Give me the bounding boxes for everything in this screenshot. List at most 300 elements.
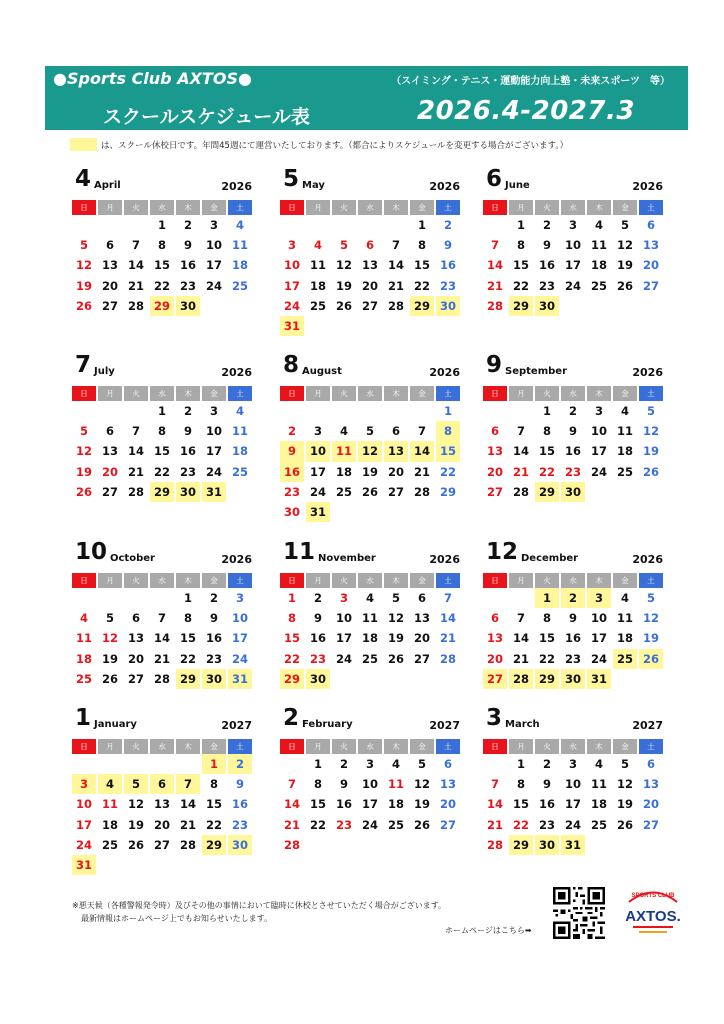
day-cell: 19 (642, 631, 659, 646)
day-cell: 3 (365, 757, 374, 772)
day-cell: 2 (183, 404, 192, 419)
day-cell: 6 (417, 591, 426, 606)
weekday-header: 金 (410, 739, 434, 754)
weekday-header: 木 (587, 386, 611, 401)
empty-cell (332, 215, 356, 235)
day-cell: 24 (590, 464, 607, 479)
weekday-header: 木 (384, 200, 408, 215)
empty-cell (483, 215, 507, 235)
day-cell: 4 (313, 238, 322, 253)
day-cell: 10 (283, 258, 300, 273)
day-grid (280, 401, 462, 522)
day-cell: 2 (542, 757, 551, 772)
month-number: 1 (75, 705, 92, 731)
day-cell: 27 (153, 837, 170, 852)
weekday-header: 月 (306, 200, 330, 215)
weekday-header: 水 (150, 200, 174, 215)
empty-cell (509, 401, 533, 421)
day-cell: 25 (613, 649, 637, 669)
logo-top-text: SPORTS CLUB (631, 893, 675, 899)
day-grid (483, 588, 665, 689)
day-cell: 13 (413, 611, 430, 626)
day-cell: 22 (283, 651, 300, 666)
day-cell: 14 (283, 797, 300, 812)
day-cell: 8 (183, 611, 192, 626)
day-cell: 19 (127, 817, 144, 832)
weekday-header: 日 (72, 739, 96, 754)
day-cell: 3 (587, 588, 611, 608)
day-cell: 2 (287, 424, 296, 439)
weekday-header: 水 (358, 386, 382, 401)
day-cell: 19 (413, 797, 430, 812)
day-cell: 3 (235, 591, 244, 606)
day-cell: 7 (391, 238, 400, 253)
day-cell: 18 (616, 631, 633, 646)
day-cell: 24 (205, 464, 222, 479)
weekday-header: 金 (613, 200, 637, 215)
day-cell: 14 (127, 258, 144, 273)
month-year: 2026 (429, 366, 460, 379)
day-cell: 3 (72, 774, 96, 794)
day-cell: 9 (542, 777, 551, 792)
weekday-header: 日 (280, 200, 304, 215)
legend-text: は、スクール休校日です。年間45週にて運営いたしております。（都合によりスケジュールを変更する場合がございます。） (101, 140, 569, 151)
day-grid (72, 215, 254, 316)
month-year: 2027 (632, 719, 663, 732)
weekday-header: 月 (509, 573, 533, 588)
day-cell: 17 (590, 444, 607, 459)
day-cell: 17 (231, 631, 248, 646)
day-cell: 19 (361, 464, 378, 479)
day-cell: 14 (153, 631, 170, 646)
day-cell: 15 (512, 258, 529, 273)
weekday-header: 火 (332, 386, 356, 401)
month-number: 7 (75, 352, 92, 378)
weekday-row (483, 573, 665, 588)
day-cell: 14 (410, 441, 434, 461)
day-cell: 3 (209, 218, 218, 233)
day-cell: 9 (280, 441, 304, 461)
month-name: March (505, 719, 540, 730)
month-calendar (280, 166, 462, 336)
day-cell: 28 (153, 671, 170, 686)
day-cell: 23 (564, 651, 581, 666)
day-cell: 18 (335, 464, 352, 479)
weekday-header: 金 (410, 200, 434, 215)
day-cell: 31 (72, 855, 96, 875)
month-number: 3 (486, 705, 503, 731)
day-cell: 24 (205, 278, 222, 293)
day-cell: 20 (642, 258, 659, 273)
day-cell: 16 (335, 797, 352, 812)
day-cell: 15 (538, 444, 555, 459)
weekday-header: 水 (561, 739, 585, 754)
month-number: 4 (75, 166, 92, 192)
day-cell: 8 (436, 421, 460, 441)
day-cell: 5 (417, 757, 426, 772)
empty-cell (483, 588, 507, 608)
day-cell: 2 (568, 404, 577, 419)
day-cell: 6 (646, 218, 655, 233)
day-cell: 16 (280, 462, 304, 482)
day-cell: 23 (335, 817, 352, 832)
day-cell: 31 (228, 669, 252, 689)
day-cell: 23 (283, 484, 300, 499)
day-cell: 19 (75, 278, 92, 293)
day-cell: 13 (101, 444, 118, 459)
weekday-header: 火 (535, 386, 559, 401)
weekday-header: 木 (384, 573, 408, 588)
day-cell: 12 (75, 258, 92, 273)
weekday-header: 木 (587, 739, 611, 754)
day-cell: 28 (127, 298, 144, 313)
weekday-header: 木 (587, 573, 611, 588)
month-calendar (280, 352, 462, 522)
month-number: 5 (283, 166, 300, 192)
month-year: 2026 (221, 366, 252, 379)
day-cell: 14 (127, 444, 144, 459)
day-cell: 17 (205, 258, 222, 273)
day-cell: 2 (183, 218, 192, 233)
empty-cell (72, 588, 96, 608)
day-cell: 15 (512, 797, 529, 812)
day-cell: 21 (439, 631, 456, 646)
day-cell: 27 (361, 298, 378, 313)
day-cell: 23 (439, 278, 456, 293)
day-cell: 5 (620, 757, 629, 772)
weekday-header: 金 (410, 573, 434, 588)
month-calendar (483, 352, 665, 502)
day-cell: 23 (205, 651, 222, 666)
empty-cell (72, 401, 96, 421)
day-cell: 20 (101, 278, 118, 293)
day-cell: 30 (561, 482, 585, 502)
weekday-header: 日 (72, 573, 96, 588)
weekday-row (280, 739, 462, 754)
weekday-header: 水 (358, 573, 382, 588)
day-grid (280, 754, 462, 855)
day-cell: 30 (176, 296, 200, 316)
day-cell: 28 (486, 837, 503, 852)
day-cell: 29 (150, 482, 174, 502)
day-cell: 8 (516, 777, 525, 792)
day-cell: 14 (179, 797, 196, 812)
weekday-header: 日 (483, 573, 507, 588)
day-cell: 27 (101, 298, 118, 313)
weekday-header: 火 (124, 200, 148, 215)
weekday-header: 金 (202, 573, 226, 588)
day-cell: 22 (205, 817, 222, 832)
legend (70, 137, 568, 152)
day-cell: 16 (564, 631, 581, 646)
day-cell: 13 (439, 777, 456, 792)
day-cell: 5 (620, 218, 629, 233)
month-year: 2027 (221, 719, 252, 732)
weekday-header: 月 (509, 200, 533, 215)
day-cell: 20 (101, 464, 118, 479)
day-cell: 12 (616, 238, 633, 253)
day-cell: 24 (564, 278, 581, 293)
day-cell: 19 (335, 278, 352, 293)
day-cell: 12 (101, 631, 118, 646)
day-cell: 8 (157, 424, 166, 439)
weekday-row (280, 200, 462, 215)
day-cell: 4 (365, 591, 374, 606)
day-cell: 25 (231, 278, 248, 293)
day-cell: 22 (153, 278, 170, 293)
day-cell: 11 (231, 424, 248, 439)
homepage-link[interactable]: ホームページはこちら➡ (445, 926, 532, 935)
weekday-header: 木 (384, 386, 408, 401)
month-number: 12 (486, 539, 519, 565)
day-cell: 31 (202, 482, 226, 502)
day-cell: 16 (179, 444, 196, 459)
month-number: 6 (486, 166, 503, 192)
day-cell: 27 (127, 671, 144, 686)
day-cell: 25 (101, 837, 118, 852)
month-name: January (94, 719, 137, 730)
day-cell: 14 (439, 611, 456, 626)
day-cell: 15 (153, 444, 170, 459)
day-cell: 26 (616, 817, 633, 832)
day-cell: 1 (183, 591, 192, 606)
empty-cell (176, 754, 200, 774)
day-cell: 14 (512, 444, 529, 459)
day-cell: 15 (436, 441, 460, 461)
day-cell: 26 (335, 298, 352, 313)
day-cell: 4 (620, 404, 629, 419)
day-cell: 20 (153, 817, 170, 832)
day-cell: 1 (443, 404, 452, 419)
day-cell: 6 (646, 757, 655, 772)
month-year: 2026 (632, 553, 663, 566)
month-header (280, 539, 462, 573)
day-cell: 12 (358, 441, 382, 461)
day-grid (72, 588, 254, 689)
day-cell: 8 (516, 238, 525, 253)
day-cell: 3 (287, 238, 296, 253)
day-cell: 1 (202, 754, 226, 774)
day-cell: 3 (568, 218, 577, 233)
day-cell: 10 (306, 441, 330, 461)
weekday-header: 木 (176, 386, 200, 401)
day-cell: 30 (228, 835, 252, 855)
weekday-header: 日 (280, 739, 304, 754)
month-name: April (94, 180, 121, 191)
day-cell: 9 (235, 777, 244, 792)
day-cell: 17 (335, 631, 352, 646)
day-cell: 22 (179, 651, 196, 666)
day-cell: 26 (101, 671, 118, 686)
day-cell: 4 (339, 424, 348, 439)
weekday-header: 火 (332, 200, 356, 215)
logo-main-text: AXTOS. (625, 908, 681, 925)
weekday-header: 日 (483, 200, 507, 215)
weekday-row (72, 386, 254, 401)
day-cell: 8 (209, 777, 218, 792)
day-cell: 31 (587, 669, 611, 689)
empty-cell (72, 754, 96, 774)
day-cell: 18 (101, 817, 118, 832)
day-cell: 13 (642, 777, 659, 792)
empty-cell (98, 401, 122, 421)
empty-cell (358, 401, 382, 421)
empty-cell (483, 754, 507, 774)
day-cell: 21 (127, 278, 144, 293)
day-cell: 27 (642, 278, 659, 293)
empty-cell (306, 215, 330, 235)
day-cell: 20 (642, 797, 659, 812)
day-cell: 8 (157, 238, 166, 253)
day-cell: 27 (483, 669, 507, 689)
day-cell: 26 (413, 817, 430, 832)
weekday-header: 土 (436, 200, 460, 215)
empty-cell (72, 215, 96, 235)
day-cell: 7 (417, 424, 426, 439)
month-number: 11 (283, 539, 316, 565)
weekday-row (483, 200, 665, 215)
day-cell: 2 (313, 591, 322, 606)
day-cell: 3 (209, 404, 218, 419)
weekday-header: 火 (124, 739, 148, 754)
day-cell: 28 (413, 484, 430, 499)
month-name: November (318, 553, 376, 564)
day-cell: 26 (75, 484, 92, 499)
day-cell: 10 (564, 777, 581, 792)
day-cell: 11 (616, 424, 633, 439)
day-cell: 21 (387, 278, 404, 293)
day-cell: 11 (590, 777, 607, 792)
day-cell: 17 (564, 797, 581, 812)
day-cell: 6 (365, 238, 374, 253)
month-year: 2027 (429, 719, 460, 732)
empty-cell (150, 754, 174, 774)
day-cell: 19 (616, 797, 633, 812)
day-cell: 30 (436, 296, 460, 316)
day-cell: 4 (391, 757, 400, 772)
weekday-header: 金 (202, 386, 226, 401)
day-cell: 14 (387, 258, 404, 273)
day-cell: 2 (443, 218, 452, 233)
day-cell: 7 (490, 777, 499, 792)
day-cell: 8 (542, 611, 551, 626)
day-cell: 20 (486, 464, 503, 479)
day-cell: 24 (564, 817, 581, 832)
day-cell: 19 (75, 464, 92, 479)
qr-code-icon[interactable] (553, 887, 605, 939)
day-cell: 4 (594, 757, 603, 772)
day-cell: 30 (306, 669, 330, 689)
day-cell: 21 (512, 651, 529, 666)
empty-cell (280, 215, 304, 235)
day-cell: 18 (75, 651, 92, 666)
day-cell: 15 (283, 631, 300, 646)
day-cell: 22 (512, 278, 529, 293)
weekday-header: 水 (150, 386, 174, 401)
day-cell: 9 (568, 424, 577, 439)
day-cell: 11 (590, 238, 607, 253)
day-cell: 26 (616, 278, 633, 293)
day-cell: 12 (75, 444, 92, 459)
month-year: 2026 (221, 180, 252, 193)
day-cell: 18 (616, 444, 633, 459)
day-cell: 26 (75, 298, 92, 313)
day-cell: 4 (235, 218, 244, 233)
club-name: ●Sports Club AXTOS● (53, 69, 252, 88)
weekday-header: 水 (561, 386, 585, 401)
day-cell: 28 (283, 837, 300, 852)
weekday-header: 土 (228, 386, 252, 401)
day-cell: 22 (512, 817, 529, 832)
month-name: August (302, 366, 342, 377)
empty-cell (384, 215, 408, 235)
day-cell: 27 (101, 484, 118, 499)
month-year: 2026 (221, 553, 252, 566)
day-cell: 9 (339, 777, 348, 792)
day-cell: 9 (183, 424, 192, 439)
weekday-header: 金 (613, 573, 637, 588)
month-year: 2026 (429, 180, 460, 193)
day-cell: 25 (335, 484, 352, 499)
day-grid (483, 215, 665, 316)
empty-cell (280, 401, 304, 421)
day-cell: 28 (179, 837, 196, 852)
day-cell: 23 (179, 278, 196, 293)
weekday-header: 木 (176, 200, 200, 215)
day-cell: 18 (231, 258, 248, 273)
weekday-header: 月 (98, 739, 122, 754)
month-header (483, 166, 665, 200)
month-calendar (280, 705, 462, 855)
day-cell: 1 (542, 404, 551, 419)
day-cell: 25 (590, 817, 607, 832)
weekday-row (483, 386, 665, 401)
weekday-header: 水 (150, 739, 174, 754)
day-cell: 5 (365, 424, 374, 439)
weekday-header: 日 (72, 386, 96, 401)
day-cell: 23 (538, 817, 555, 832)
day-cell: 4 (79, 611, 88, 626)
day-cell: 9 (183, 238, 192, 253)
day-cell: 3 (568, 757, 577, 772)
weekday-header: 火 (124, 573, 148, 588)
day-cell: 28 (509, 669, 533, 689)
day-cell: 8 (542, 424, 551, 439)
day-cell: 11 (101, 797, 118, 812)
day-cell: 6 (150, 774, 174, 794)
month-year: 2026 (632, 366, 663, 379)
day-cell: 27 (486, 484, 503, 499)
weekday-header: 土 (436, 573, 460, 588)
day-cell: 25 (387, 817, 404, 832)
day-cell: 12 (642, 424, 659, 439)
day-cell: 22 (413, 278, 430, 293)
day-cell: 13 (361, 258, 378, 273)
day-grid (72, 401, 254, 502)
day-cell: 4 (594, 218, 603, 233)
weekday-header: 木 (587, 200, 611, 215)
empty-cell (150, 588, 174, 608)
day-cell: 24 (283, 298, 300, 313)
day-cell: 17 (283, 278, 300, 293)
day-grid (280, 588, 462, 689)
day-cell: 30 (535, 296, 559, 316)
weekday-header: 水 (561, 573, 585, 588)
day-cell: 10 (231, 611, 248, 626)
day-cell: 21 (283, 817, 300, 832)
weekday-header: 月 (98, 386, 122, 401)
day-cell: 11 (361, 611, 378, 626)
